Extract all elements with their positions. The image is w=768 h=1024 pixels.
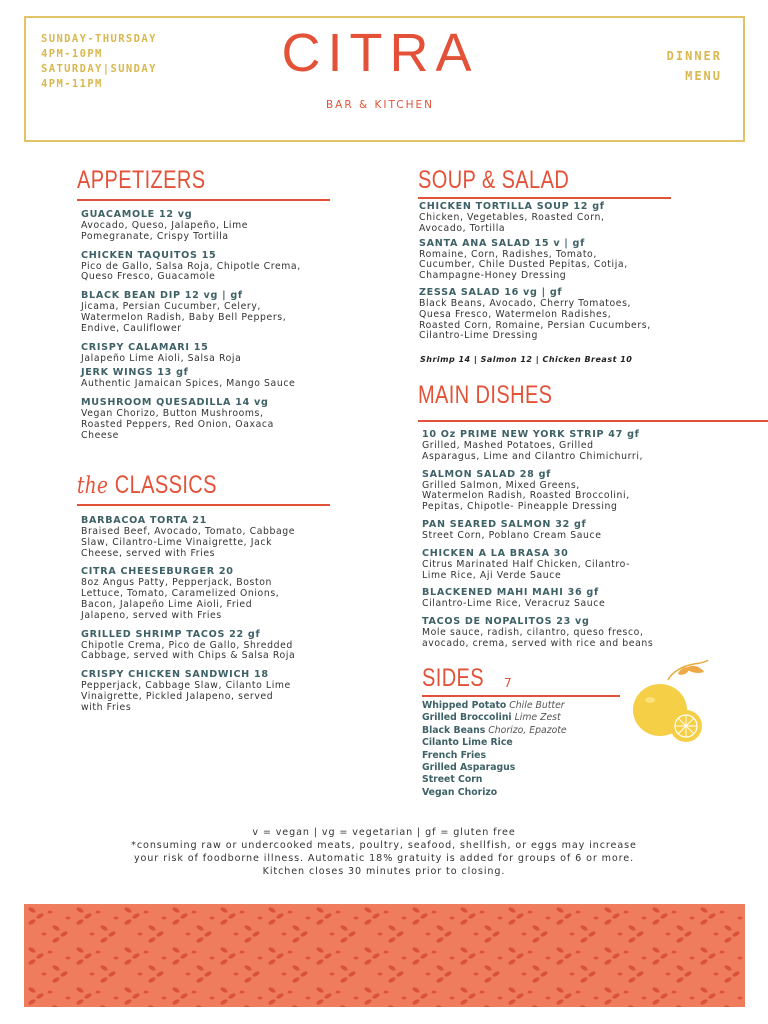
item-desc: Jicama, Persian Cucumber, Celery, (81, 301, 261, 313)
protein-addons: Shrimp 14 | Salmon 12 | Chicken Breast 10 (420, 355, 633, 364)
item-desc: Black Beans, Avocado, Cherry Tomatoes, (419, 297, 632, 309)
side-item (422, 725, 567, 737)
menu-item (81, 366, 301, 390)
opening-hours (41, 32, 157, 92)
item-name: PAN SEARED SALMON 32 gf (422, 518, 587, 530)
lemon-icon (628, 658, 710, 750)
side-item (422, 787, 567, 799)
menu-item (81, 628, 295, 663)
decorative-pattern-band (24, 904, 745, 1007)
item-desc: Champagne-Honey Dressing (419, 270, 567, 282)
side-note: Lime Zest (514, 712, 561, 724)
classics-title-main: CLASSICS (114, 471, 217, 499)
menu-item (81, 208, 301, 243)
menu-item (419, 237, 651, 282)
pattern-graphic (24, 904, 745, 1007)
item-desc: Asparagus, Lime and Cilantro Chimichurri, (422, 450, 644, 462)
classics-rule (77, 504, 330, 506)
item-desc: Jalapeno, served with Fries (81, 609, 222, 621)
item-desc: Cabbage, served with Chips & Salsa Roja (81, 650, 296, 662)
item-name: CITRA CHEESEBURGER 20 (81, 566, 234, 578)
sides-price: 7 (504, 676, 512, 690)
footnote-line: v = vegan | vg = vegetarian | gf = gluten free (252, 827, 516, 838)
item-desc: Cucumber, Chile Dusted Pepitas, Cotija, (419, 259, 628, 271)
sides-list (422, 700, 567, 799)
item-desc: Watermelon Radish, Baby Bell Peppers, (81, 311, 287, 323)
item-name: GUACAMOLE 12 vg (81, 209, 193, 220)
item-name: BLACK BEAN DIP 12 vg | gf (81, 290, 243, 302)
menu-item (422, 468, 653, 513)
item-desc: Lime Rice, Aji Verde Sauce (422, 569, 562, 581)
soup-salad-list (419, 200, 651, 342)
menu-item (422, 615, 653, 650)
item-desc: Vinaigrette, Pickled Jalapeno, served (81, 690, 274, 702)
item-desc: Mole sauce, radish, cilantro, queso fresco, (422, 627, 644, 639)
side-name: Grilled Broccolini (422, 712, 512, 724)
appetizers-list (81, 208, 301, 442)
appetizers-title: APPETIZERS (77, 166, 206, 194)
item-name: SALMON SALAD 28 gf (422, 468, 552, 480)
side-item (422, 712, 567, 724)
item-name: 10 Oz PRIME NEW YORK STRIP 47 gf (422, 429, 640, 440)
item-desc: Braised Beef, Avocado, Tomato, Cabbage (81, 526, 296, 537)
item-desc: Street Corn, Poblano Cream Sauce (422, 529, 602, 541)
item-desc: Slaw, Cilantro-Lime Vinaigrette, Jack (81, 536, 273, 548)
soup-salad-title: SOUP & SALAD (418, 166, 570, 194)
item-name: CRISPY CHICKEN SANDWICH 18 (81, 669, 269, 681)
item-desc: Pomegranate, Crispy Tortilla (81, 230, 229, 242)
footnote-line: *consuming raw or undercooked meats, poultry, seafood, shellfish, or eggs may increase (131, 840, 637, 851)
item-name: CHICKEN A LA BRASA 30 (422, 547, 569, 559)
item-name: CRISPY CALAMARI 15 (81, 341, 209, 353)
menu-item (81, 514, 295, 559)
classics-list (81, 514, 295, 714)
item-name: ZESSA SALAD 16 vg | gf (419, 286, 563, 298)
main-dishes-list (422, 428, 653, 650)
item-desc: Cheese (81, 429, 119, 441)
item-desc: Queso Fresco, Guacamole (81, 271, 216, 283)
item-desc: Romaine, Corn, Radishes, Tomato, (419, 248, 597, 260)
menu-item (422, 518, 653, 542)
side-item (422, 750, 567, 762)
side-name: Black Beans (422, 724, 486, 736)
side-item (422, 762, 567, 774)
item-desc: Grilled, Mashed Potatoes, Grilled (422, 440, 594, 451)
item-desc: Watermelon Radish, Roasted Broccolini, (422, 490, 630, 502)
side-name: Whipped Potato (422, 700, 507, 711)
item-name: BARBACOA TORTA 21 (81, 515, 208, 526)
sides-rule (422, 695, 620, 697)
item-name: BLACKENED MAHI MAHI 36 gf (422, 587, 599, 599)
item-desc: with Fries (81, 701, 132, 713)
soup-salad-rule (418, 197, 671, 199)
item-desc: Bacon, Jalapeño Lime Aioli, Fried (81, 598, 253, 610)
item-desc: Quesa Fresco, Watermelon Radishes, (419, 308, 612, 320)
menu-label-line: DINNER (666, 49, 722, 63)
menu-item (81, 249, 301, 284)
hours-line: SUNDAY-THURSDAY (41, 33, 157, 45)
footnote-line: your risk of foodborne illness. Automatic 18% gratuity is added for groups of 6 or more. (133, 853, 635, 864)
brand-logo: CITRA (281, 23, 479, 83)
side-item (422, 774, 567, 786)
item-desc: Roasted Peppers, Red Onion, Oaxaca (81, 418, 274, 430)
menu-item (81, 341, 301, 365)
item-desc: Avocado, Tortilla (419, 222, 506, 234)
item-desc: Authentic Jamaican Spices, Mango Sauce (81, 378, 296, 390)
item-desc: avocado, crema, served with rice and beans (422, 637, 654, 649)
menu-item (419, 286, 651, 342)
side-name: Vegan Chorizo (422, 786, 498, 798)
item-name: CHICKEN TORTILLA SOUP 12 gf (419, 201, 605, 212)
side-name: Cilanto Lime Rice (422, 737, 513, 749)
item-desc: Cilantro-Lime Rice, Veracruz Sauce (422, 598, 606, 610)
item-name: CHICKEN TAQUITOS 15 (81, 249, 217, 261)
menu-item (81, 396, 301, 441)
item-desc: Vegan Chorizo, Button Mushrooms, (81, 408, 264, 420)
menu-type-label (667, 46, 722, 86)
classics-title-script: the (77, 473, 109, 499)
main-dishes-title: MAIN DISHES (418, 381, 553, 409)
side-note: Chile Butter (509, 700, 565, 711)
menu-item (419, 200, 651, 235)
menu-item (422, 547, 653, 582)
side-name: Street Corn (422, 774, 483, 786)
menu-item (422, 586, 653, 610)
menu-label-line: MENU (685, 69, 722, 83)
item-desc: Citrus Marinated Half Chicken, Cilantro- (422, 558, 631, 570)
menu-footnotes (60, 826, 708, 878)
side-name: Grilled Asparagus (422, 762, 516, 774)
brand-subtitle: BAR & KITCHEN (325, 99, 435, 111)
side-item (422, 737, 567, 749)
item-desc: Chipotle Crema, Pico de Gallo, Shredded (81, 639, 293, 651)
hours-line: SATURDAY|SUNDAY (41, 63, 157, 75)
side-name: French Fries (422, 749, 486, 761)
item-desc: Grilled Salmon, Mixed Greens, (422, 479, 580, 491)
menu-item (422, 428, 653, 463)
item-desc: Jalapeño Lime Aioli, Salsa Roja (81, 352, 242, 364)
footnote-line: Kitchen closes 30 minutes prior to closing. (262, 866, 506, 877)
item-desc: Lettuce, Tomato, Caramelized Onions, (81, 588, 280, 600)
item-desc: Pepitas, Chipotle- Pineapple Dressing (422, 501, 618, 513)
side-note: Chorizo, Epazote (488, 724, 567, 736)
menu-item (81, 565, 295, 621)
item-name: MUSHROOM QUESADILLA 14 vg (81, 397, 269, 409)
menu-item (81, 289, 301, 334)
classics-title (77, 471, 217, 500)
item-name: GRILLED SHRIMP TACOS 22 gf (81, 628, 261, 640)
item-desc: Cilantro-Lime Dressing (419, 330, 538, 342)
item-desc: Cheese, served with Fries (81, 547, 216, 559)
side-item (422, 700, 567, 712)
sides-title: SIDES (422, 664, 485, 692)
hours-line: 4PM-10PM (41, 48, 103, 60)
menu-item (81, 668, 295, 713)
item-desc: Pepperjack, Cabbage Slaw, Cilanto Lime (81, 680, 291, 692)
item-name: TACOS DE NOPALITOS 23 vg (422, 616, 590, 628)
item-name: JERK WINGS 13 gf (81, 367, 189, 379)
item-desc: Pico de Gallo, Salsa Roja, Chipotle Crema, (81, 260, 301, 272)
hours-line: 4PM-11PM (41, 78, 103, 90)
main-dishes-rule (418, 420, 768, 422)
item-desc: Endive, Cauliflower (81, 322, 182, 334)
item-name: SANTA ANA SALAD 15 v | gf (419, 237, 585, 249)
appetizers-rule (77, 199, 330, 201)
item-desc: Roasted Corn, Romaine, Persian Cucumbers, (419, 319, 651, 331)
item-desc: Chicken, Vegetables, Roasted Corn, (419, 212, 605, 223)
item-desc: Avocado, Queso, Jalapeño, Lime (81, 220, 249, 231)
item-desc: 8oz Angus Patty, Pepperjack, Boston (81, 577, 273, 589)
